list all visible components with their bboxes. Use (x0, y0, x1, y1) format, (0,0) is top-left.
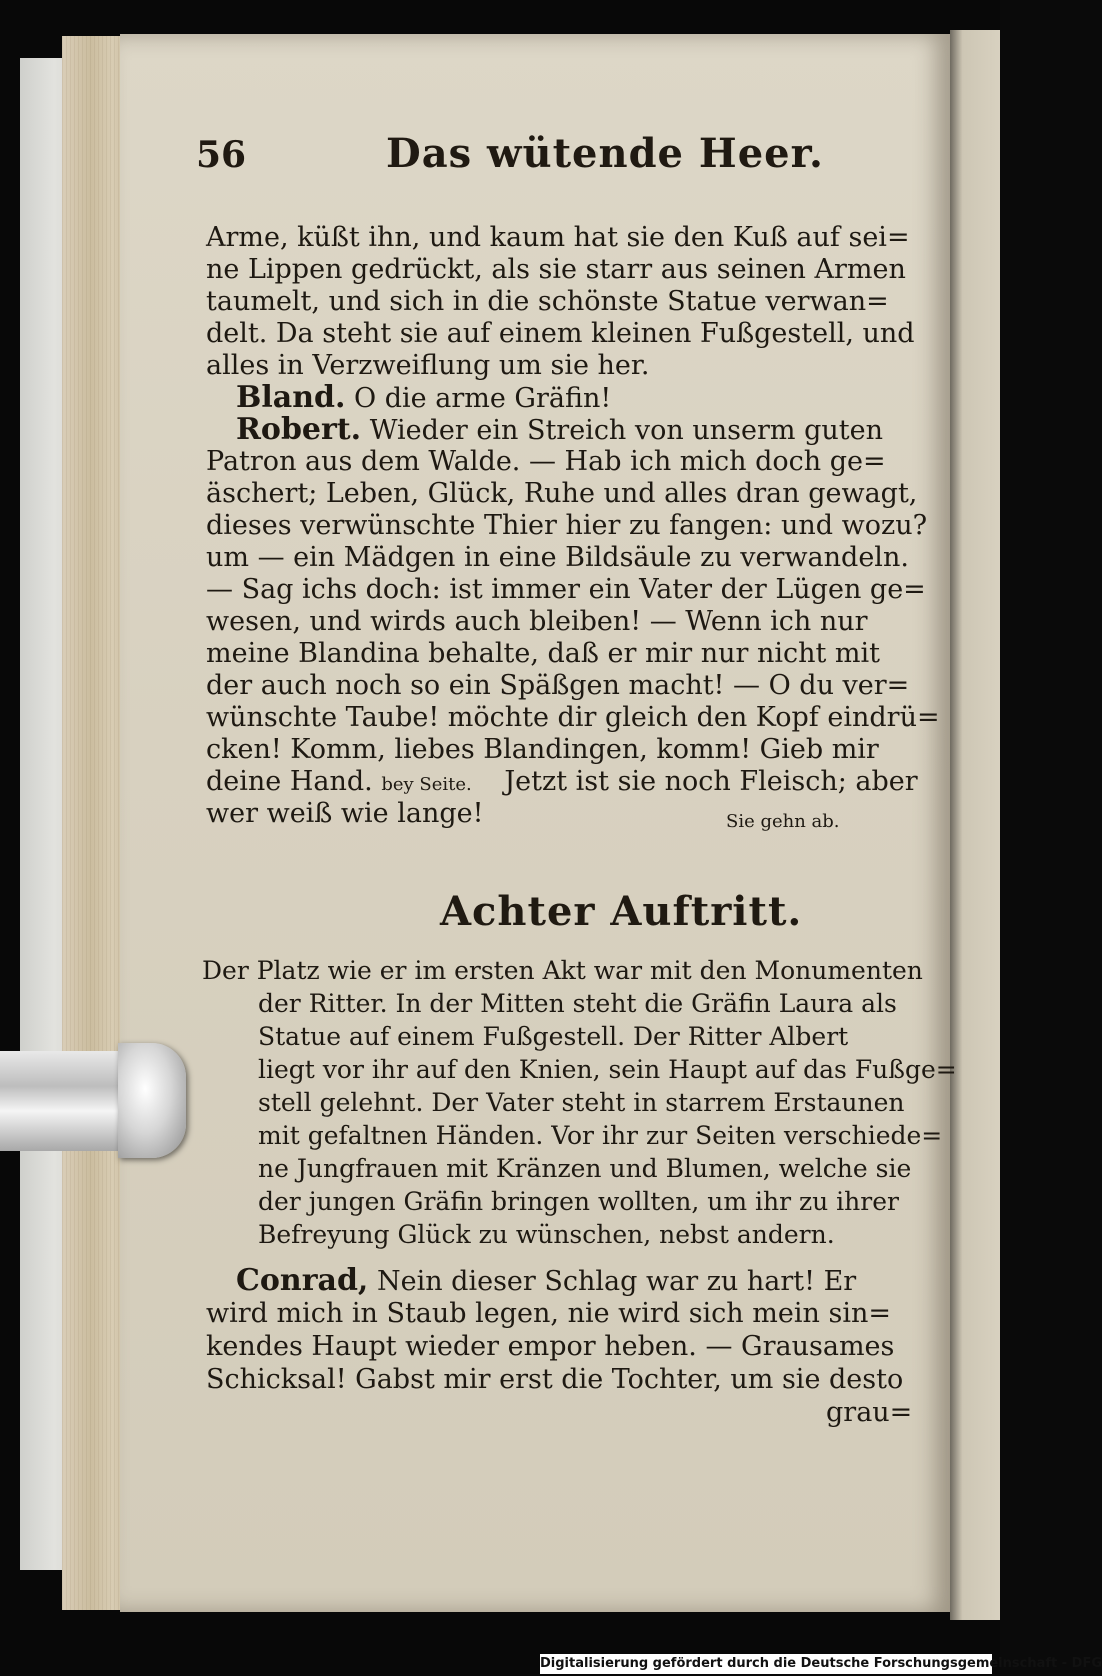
speech-text: deine Hand. (206, 766, 373, 797)
digitization-credit: Digitalisierung gefördert durch die Deutsche Forschungsgemeinschaft - DFG (540, 1654, 992, 1674)
text-line: cken! Komm, liebes Blandingen, komm! Gieb mir (206, 734, 879, 765)
speech-bland (236, 382, 611, 415)
page-number: 56 (196, 134, 247, 176)
speech-text: wer weiß wie lange! (206, 798, 484, 829)
page-weight-clip (0, 1043, 186, 1158)
stage-line: mit gefaltnen Händen. Vor ihr zur Seiten verschiede= (258, 1121, 943, 1150)
text-line: äschert; Leben, Glück, Ruhe und alles dran gewagt, (206, 478, 918, 509)
stage-line: ne Jungfrauen mit Kränzen und Blumen, welche sie (258, 1154, 912, 1183)
text-line: der auch noch so ein Späßgen macht! — O du ver= (206, 670, 910, 701)
speech-robert (236, 414, 883, 447)
text-line: wird mich in Staub legen, nie wird sich mein sin= (206, 1298, 891, 1329)
speaker-name: Bland. (236, 380, 346, 415)
stage-line: Der Platz wie er im ersten Akt war mit den Monumenten (202, 956, 923, 985)
text-line: meine Blandina behalte, daß er mir nur nicht mit (206, 638, 881, 669)
text-line: delt. Da steht sie auf einem kleinen Fußgestell, und (206, 318, 915, 349)
speaker-name: Conrad, (236, 1263, 369, 1298)
text-line: um — ein Mädgen in eine Bildsäule zu verwandeln. (206, 542, 909, 573)
catchword: grau= (826, 1397, 913, 1428)
text-line-aside (206, 766, 918, 801)
stage-line: Statue auf einem Fußgestell. Der Ritter Albert (258, 1022, 849, 1051)
text-line: wünschte Taube! möchte dir gleich den Kopf eindrü= (206, 702, 940, 733)
text-line: taumelt, und sich in die schönste Statue verwan= (206, 286, 889, 317)
running-title: Das wütende Heer. (386, 130, 824, 177)
scene-title: Achter Auftritt. (440, 888, 803, 935)
text-line: kendes Haupt wieder empor heben. — Grausames (206, 1331, 895, 1362)
text-line: wesen, und wirds auch bleiben! — Wenn ich nur (206, 606, 868, 637)
speech-text: Jetzt ist sie noch Fleisch; aber (504, 766, 918, 797)
text-line: alles in Verzweiflung um sie her. (206, 350, 650, 381)
next-page-strip (950, 30, 1000, 1620)
speech-text: Nein dieser Schlag war zu hart! Er (376, 1266, 857, 1297)
text-line: — Sag ichs doch: ist immer ein Vater der Lügen ge= (206, 574, 926, 605)
clip-end (118, 1043, 186, 1158)
stage-aside: bey Seite. (381, 774, 472, 795)
text-line-exit (206, 798, 483, 830)
text-line: ne Lippen gedrückt, als sie starr aus seinen Armen (206, 254, 906, 285)
stage-exit: Sie gehn ab. (726, 811, 840, 832)
speech-text: Wieder ein Streich von unserm guten (369, 415, 883, 446)
page-header (196, 130, 906, 190)
speaker-name: Robert. (236, 412, 362, 447)
text-line: Arme, küßt ihn, und kaum hat sie den Kuß auf sei= (206, 222, 910, 253)
text-line: dieses verwünschte Thier hier zu fangen: und wozu? (206, 510, 928, 541)
speech-text: O die arme Gräfin! (354, 383, 612, 414)
stage-line: der Ritter. In der Mitten steht die Gräfin Laura als (258, 989, 897, 1018)
text-line: Patron aus dem Walde. — Hab ich mich doch ge= (206, 446, 886, 477)
speech-conrad (236, 1265, 856, 1298)
text-line: Schicksal! Gabst mir erst die Tochter, um sie desto (206, 1364, 904, 1395)
stage-line: Befreyung Glück zu wünschen, nebst andern. (258, 1220, 835, 1249)
stage-line: liegt vor ihr auf den Knien, sein Haupt auf das Fußge= (258, 1055, 957, 1084)
stage-line: stell gelehnt. Der Vater steht in starrem Erstaunen (258, 1088, 905, 1117)
stage-line: der jungen Gräfin bringen wollten, um ihr zu ihrer (258, 1187, 899, 1216)
